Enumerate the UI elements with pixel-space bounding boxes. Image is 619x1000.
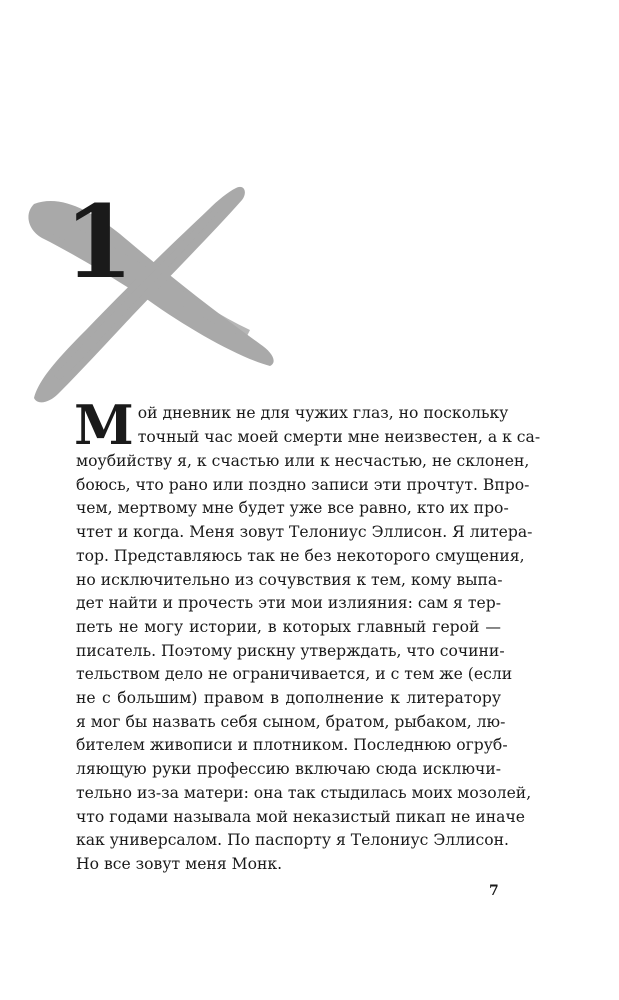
- text-line: дет найти и прочесть эти мои излияния: сам я тер-: [76, 594, 501, 613]
- text-line: ляющую руки профессию включаю сюда исключи-: [76, 760, 501, 779]
- drop-cap: М: [74, 393, 134, 457]
- text-line: Но все зовут меня Монк.: [76, 854, 283, 873]
- text-line: я мог бы назвать себя сыном, братом, рыбаком, лю-: [76, 712, 506, 731]
- text-line: тельством дело не ограничивается, и с тем же (если: [76, 665, 513, 684]
- text-line: но исключительно из сочувствия к тем, кому выпа-: [76, 570, 503, 589]
- text-line: ой дневник не для чужих глаз, но поскольку: [137, 404, 509, 422]
- page-number: 7: [489, 883, 499, 899]
- text-line: чем, мертвому мне будет уже все равно, кто их про-: [76, 499, 509, 518]
- text-line: моубийству я, к счастью или к несчастью, не склонен,: [76, 452, 530, 470]
- text-line: боюсь, что рано или поздно записи эти прочтут. Впро-: [76, 475, 530, 494]
- text-line: точный час моей смерти мне неизвестен, а к са-: [137, 427, 541, 446]
- brush-stroke-x-decoration: [20, 180, 290, 420]
- text-line: бителем живописи и плотником. Последнюю огруб-: [76, 736, 508, 755]
- chapter-number: 1: [64, 183, 134, 301]
- text-line: петь не могу истории, в которых главный герой —: [76, 617, 501, 636]
- text-line: не с большим) правом в дополнение к литератору: [76, 689, 501, 708]
- text-line: как универсалом. По паспорту я Телониус Эллисон.: [76, 831, 509, 850]
- text-line: чтет и когда. Меня зовут Телониус Эллисон. Я литера-: [76, 523, 533, 542]
- text-line: писатель. Поэтому рискну утверждать, что сочини-: [76, 641, 505, 660]
- text-line: что годами называла мой неказистый пикап не иначе: [76, 807, 525, 826]
- text-line: тельно из-за матери: она так стыдилась моих мозолей,: [76, 783, 532, 802]
- text-line: тор. Представляюсь так не без некоторого смущения,: [76, 546, 525, 565]
- chapter-body-text: [74, 393, 541, 877]
